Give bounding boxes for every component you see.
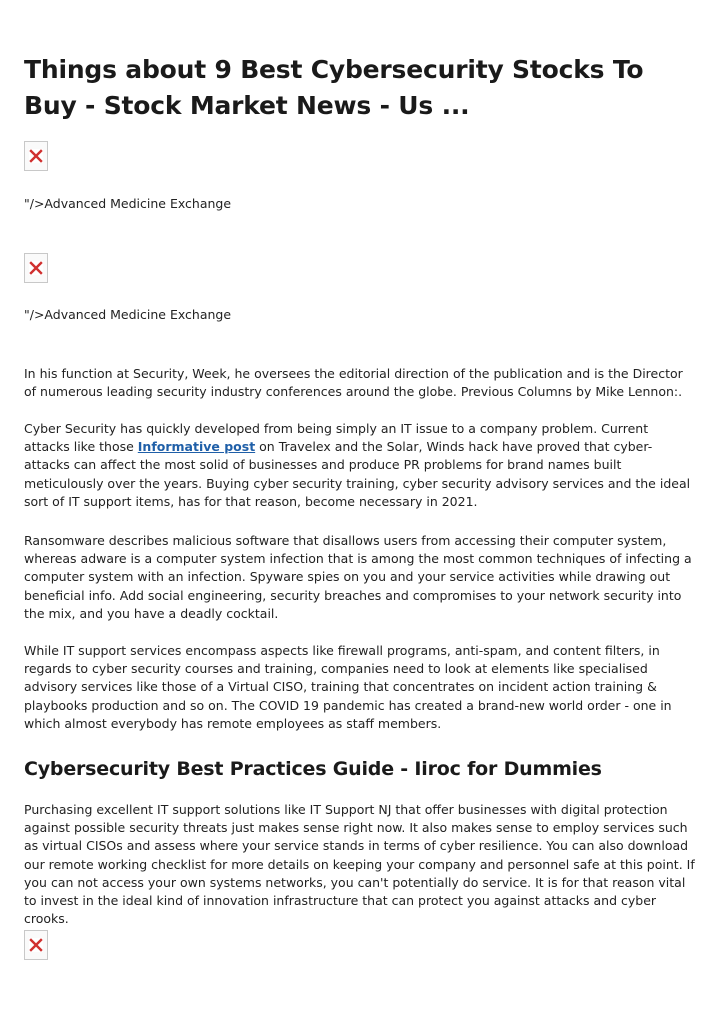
paragraph-3: Ransomware describes malicious software that disallows users from accessing their computer system, whereas adware is a computer system infection that is among the most common techniques of infecting a computer system with an infection. Spyware spies on you and your service activities while drawing out beneficial info. Add social engineering, security breaches and compromises to your network security into the mix, and you have a deadly cocktail. bbox=[24, 533, 692, 621]
informative-post-link[interactable]: Informative post bbox=[137, 439, 256, 455]
paragraph-5: Purchasing excellent IT support solutions like IT Support NJ that offer businesses with digital protection against possible security threats just makes sense right now. It also makes sense to employ services such as virtual CISOs and assess where your service stands in terms of cyber resilience. You can also download our remote working checklist for more details on keeping your company and personnel safe at this point. If you can not access your own systems networks, you can't potentially do service. It is for that reason vital to invest in the ideal kind of innovation infrastructure that can protect you against attacks and cyber crooks. bbox=[24, 802, 695, 927]
broken-image-x-icon bbox=[29, 149, 43, 163]
paragraph-2-text-start: Cyber Security has quickly developed from being simply an IT issue to a company problem. Current attacks like those bbox=[24, 421, 649, 455]
broken-image-icon bbox=[24, 141, 48, 171]
broken-image-icon bbox=[24, 930, 48, 960]
paragraph-2 bbox=[24, 420, 696, 511]
image-caption-1: "/>Advanced Medicine Exchange bbox=[24, 196, 232, 211]
broken-image-x-icon bbox=[29, 938, 43, 952]
article-title: Things about 9 Best Cybersecurity Stocks To Buy - Stock Market News - Us ... bbox=[24, 55, 644, 120]
paragraph-2-text-end: on Travelex and the Solar, Winds hack have proved that cyber-attacks can affect the most solid of businesses and produce PR problems for brand names built meticulously over the years. Buying cyber security training, cyber security advisory services and the ideal sort of IT support items, has for that reason, become necessary in 2021. bbox=[24, 439, 691, 509]
section-subheading: Cybersecurity Best Practices Guide - Iiroc for Dummies bbox=[24, 758, 602, 780]
paragraph-1: In his function at Security, Week, he oversees the editorial direction of the publication and is the Director of numerous leading security industry conferences around the globe. Previous Columns by Mike Lennon:. bbox=[24, 366, 683, 400]
paragraph-4: While IT support services encompass aspects like firewall programs, anti-spam, and content filters, in regards to cyber security courses and training, companies need to look at elements like specialised advisory services like those of a Virtual CISO, training that concentrates on incident action training & playbooks production and so on. The COVID 19 pandemic has created a brand-new world order - one in which almost everybody has remote employees as staff members. bbox=[24, 643, 672, 731]
broken-image-icon bbox=[24, 253, 48, 283]
image-caption-2: "/>Advanced Medicine Exchange bbox=[24, 307, 232, 322]
broken-image-x-icon bbox=[29, 261, 43, 275]
